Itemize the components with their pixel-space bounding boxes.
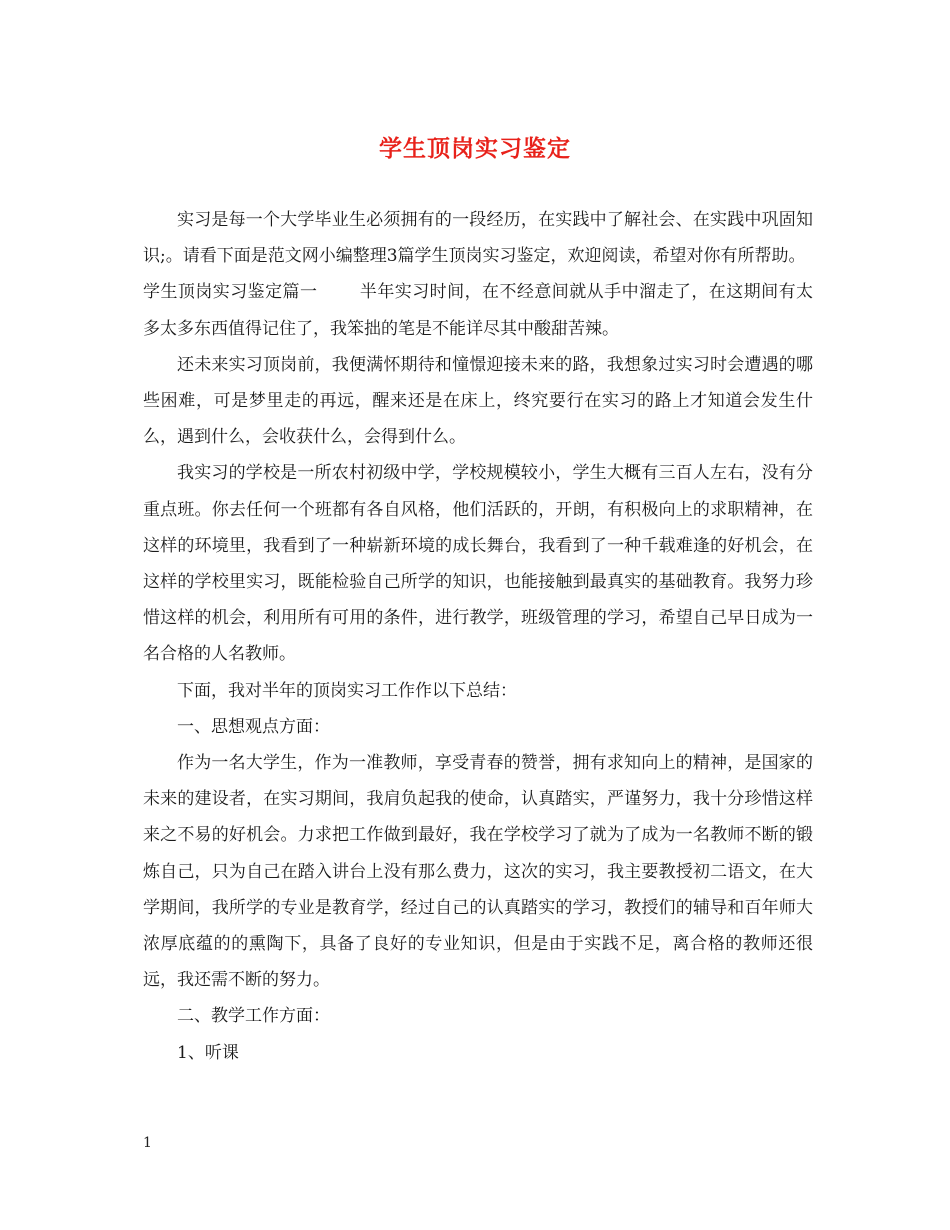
heading-thought: 一、思想观点方面： [177,716,330,737]
paragraph-intro: 实习是每一个大学毕业生必须拥有的一段经历，在实践中了解社会、在实践中巩固知识;。请看下面是范文网小编整理3篇学生顶岗实习鉴定，欢迎阅读，希望对你有所帮助。 [143,210,813,267]
heading-teaching: 二、教学工作方面： [177,1006,330,1027]
heading-listening: 1、听课 [177,1042,239,1063]
paragraph-school: 我实习的学校是一所农村初级中学，学校规模较小，学生大概有三百人左右，没有分重点班。你去任何一个班都有各自风格，他们活跃的，开朗，有积极向上的求职精神，在这样的环境里，我看到了一种崭新环境的成长舞台，我看到了一种千载难逢的好机会，在这样的学校里实习，既能检验自己所学的知识，也能接触到最真实的基础教育。我努力珍惜这样的机会，利用所有可用的条件，进行教学，班级管理的学习，希望自己早日成为一名合格的人名教师。 [143,463,813,665]
page-number: 1 [143,1135,152,1151]
paragraph-thought: 作为一名大学生，作为一准教师，享受青春的赞誉，拥有求知向上的精神，是国家的未来的建设者，在实习期间，我肩负起我的使命，认真踏实，严谨努力，我十分珍惜这样来之不易的好机会。力求把工作做到最好，我在学校学习了就为了成为一名教师不断的锻炼自己，只为自己在踏入讲台上没有那么费力，这次的实习，我主要教授初二语文，在大学期间，我所学的专业是教育学，经过自己的认真踏实的学习，教授们的辅导和百年师大浓厚底蕴的的熏陶下，具备了良好的专业知识，但是由于实践不足，离合格的教师还很远，我还需不断的努力。 [143,753,813,991]
section-text: 半年实习时间，在不经意间就从手中溜走了，在这期间有太多太多东西值得记住了，我笨拙的笔是不能详尽其中酸甜苦辣。 [143,282,814,339]
section-paragraph [143,274,813,346]
document-title: 学生顶岗实习鉴定 [379,136,571,162]
document-body [143,202,813,1071]
section-heading: 学生顶岗实习鉴定篇一 [143,282,318,303]
paragraph-expectation: 还未来实习顶岗前，我便满怀期待和憧憬迎接未来的路，我想象过实习时会遭遇的哪些困难，可是梦里走的再远，醒来还是在床上，终究要行在实习的路上才知道会发生什么，遇到什么，会收获什么，会得到什么。 [143,354,813,448]
paragraph-summary-intro: 下面，我对半年的顶岗实习工作作以下总结： [177,680,517,701]
